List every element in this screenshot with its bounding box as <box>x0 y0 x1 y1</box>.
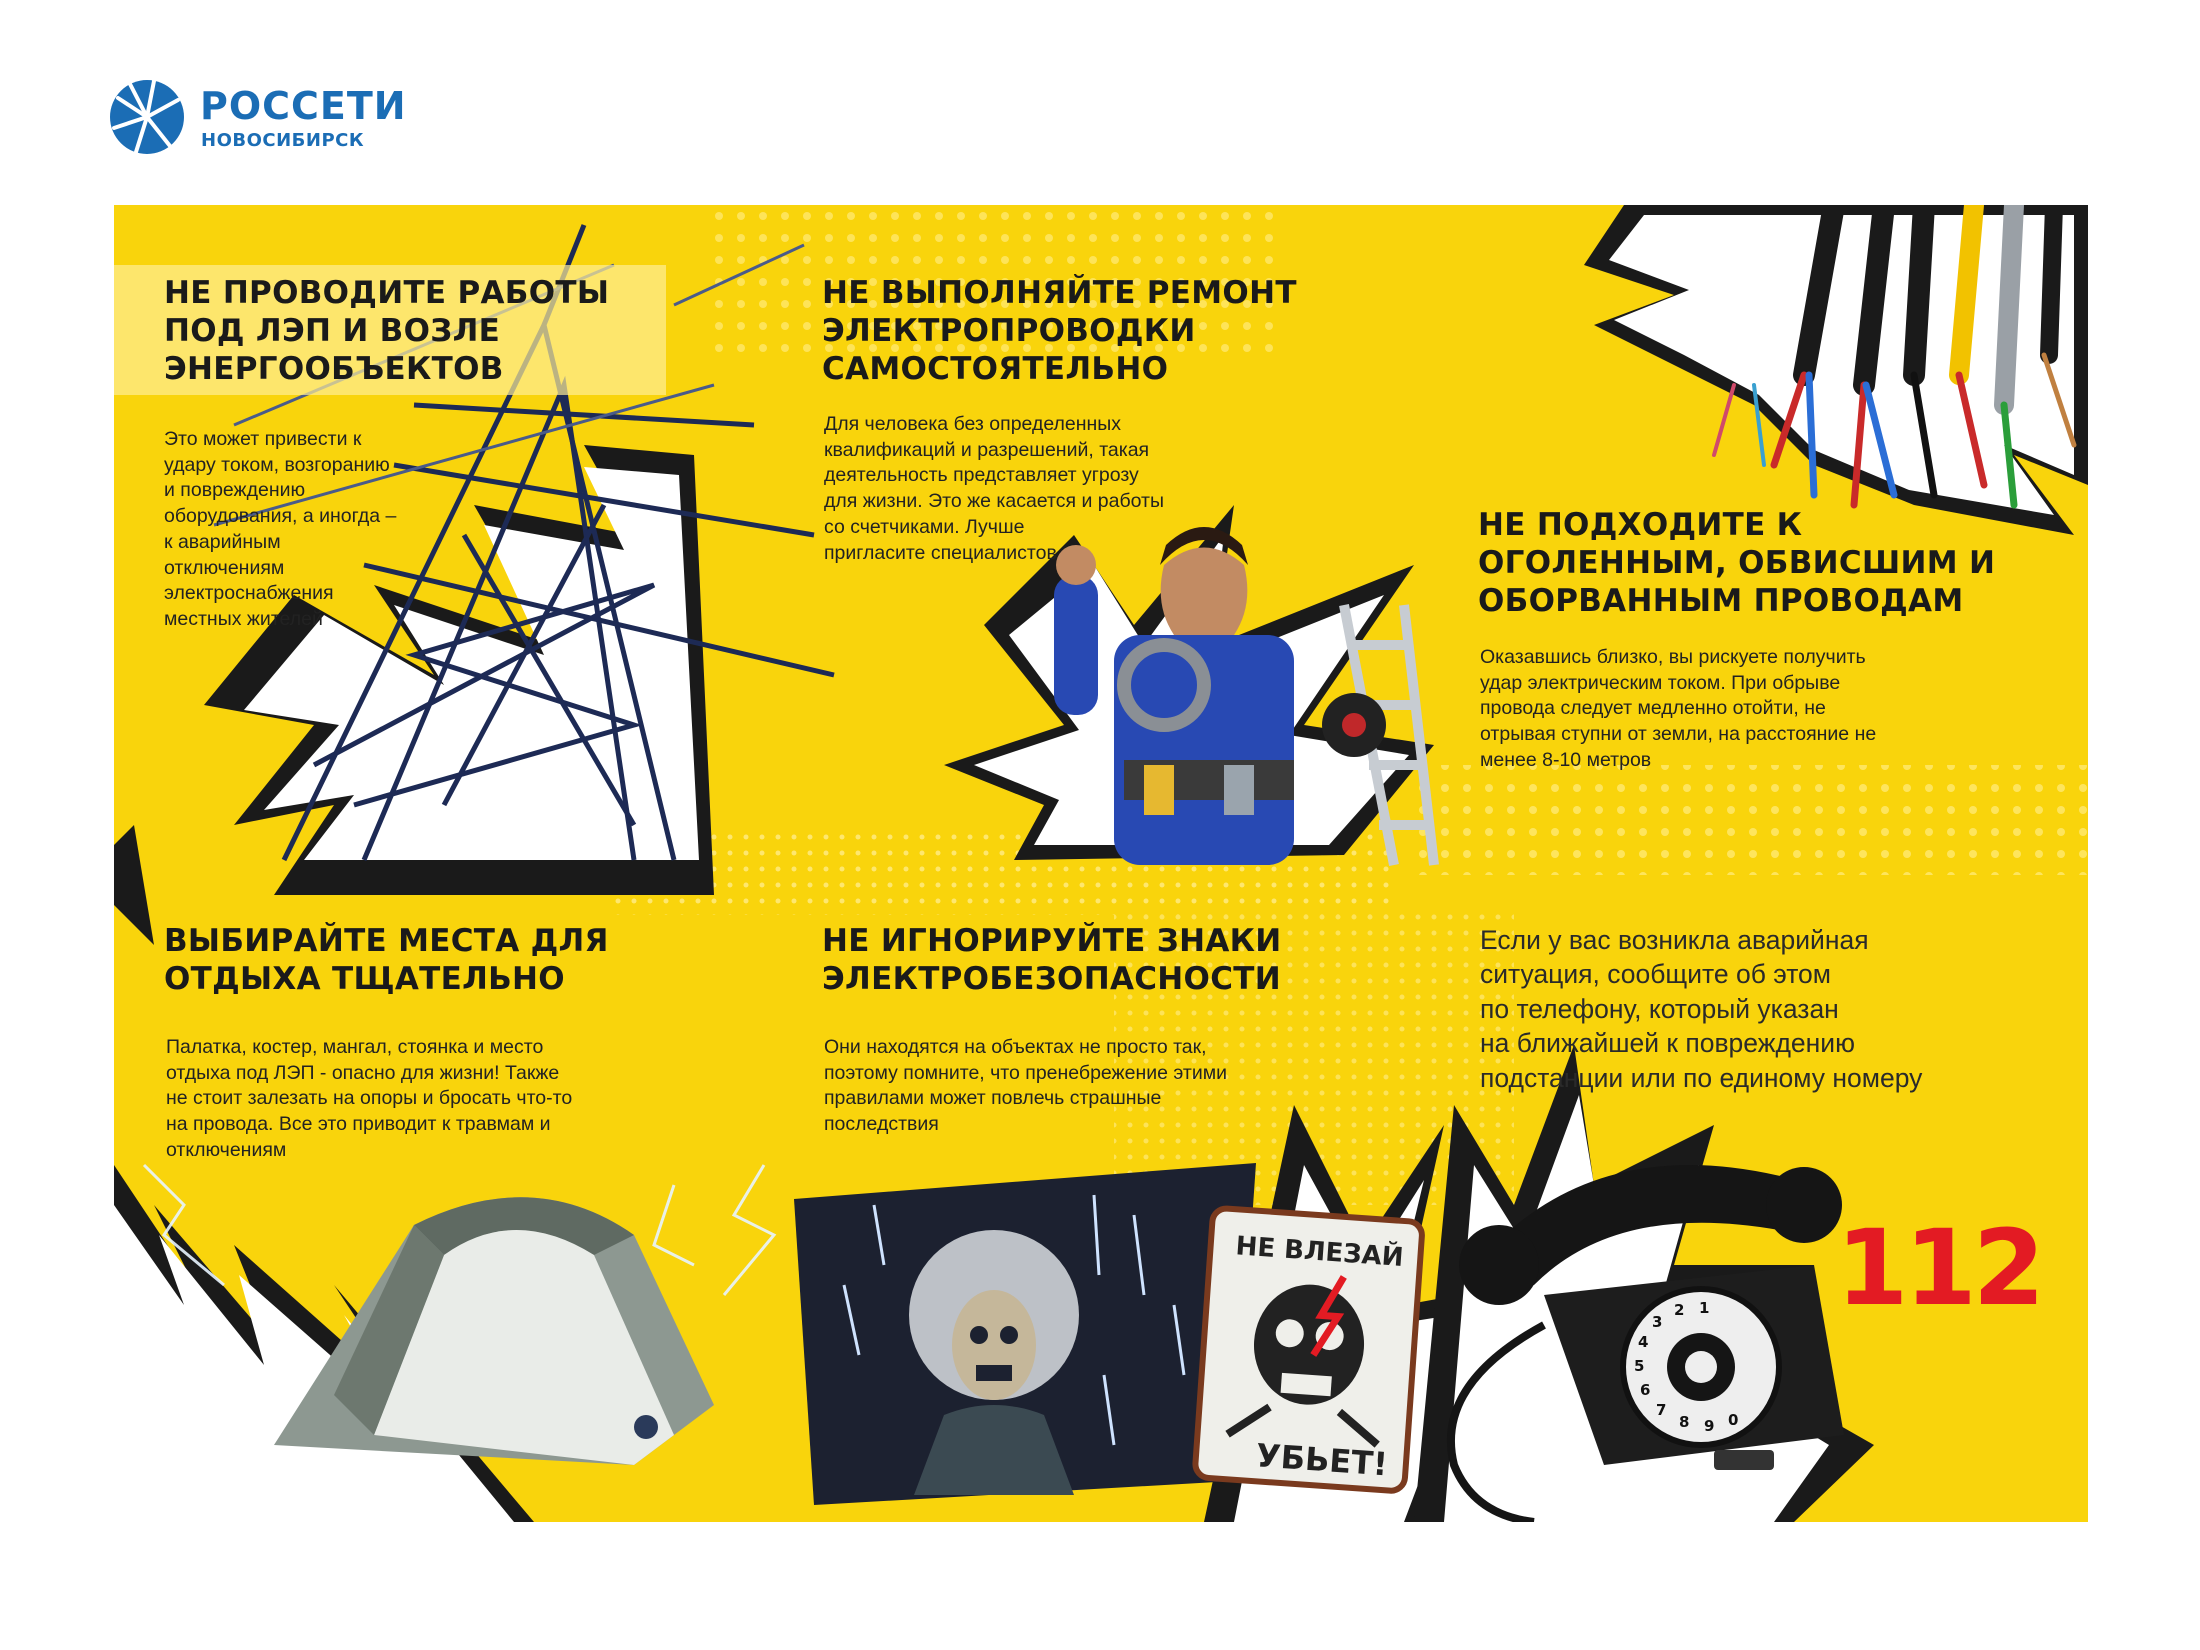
poster-artwork <box>114 205 2088 1522</box>
section-2-text: Для человека без определенных квалификаций и разрешений, такая деятельность представляет угрозу для жизни. Это же касается и работы со счетчиками. Лучше пригласите специалистов <box>824 413 1164 564</box>
emergency-text: Если у вас возникла аварийная ситуация, сообщите об этом по телефону, который указан на ближайшей к повреждению подстанции или по единому номеру <box>1480 925 1923 1093</box>
svg-text:3: 3 <box>1652 1313 1663 1331</box>
svg-text:8: 8 <box>1679 1413 1690 1431</box>
section-1-title: НЕ ПРОВОДИТЕ РАБОТЫ ПОД ЛЭП И ВОЗЛЕ ЭНЕРГООБЪЕКТОВ <box>164 275 610 387</box>
emergency-number: 112 <box>1836 1207 2042 1329</box>
svg-text:2: 2 <box>1674 1301 1685 1319</box>
section-2-title: НЕ ВЫПОЛНЯЙТЕ РЕМОНТ ЭЛЕКТРОПРОВОДКИ САМОСТОЯТЕЛЬНО <box>822 275 1297 387</box>
tent <box>274 1197 714 1465</box>
svg-text:0: 0 <box>1728 1411 1739 1429</box>
svg-text:4: 4 <box>1638 1333 1649 1351</box>
section-3-text: Оказавшись близко, вы рискуете получить удар электрическим током. При обрыве провода следует медленно отойти, не отрывая ступни от земли, на расстояние не менее 8-10 метров <box>1480 646 1877 771</box>
electrocution-photo <box>794 1163 1256 1505</box>
svg-text:5: 5 <box>1634 1357 1645 1375</box>
rosseti-globe-icon <box>108 78 186 156</box>
section-5-text: Они находятся на объектах не просто так, поэтому помните, что пренебрежение этими правилами может повлечь страшные последствия <box>824 1036 1228 1136</box>
section-3-title: НЕ ПОДХОДИТЕ К ОГОЛЕННЫМ, ОБВИСШИМ И ОБОРВАННЫМ ПРОВОДАМ <box>1478 507 1996 619</box>
company-logo <box>108 78 407 158</box>
svg-text:9: 9 <box>1704 1417 1715 1435</box>
svg-text:1: 1 <box>1699 1299 1710 1317</box>
safety-poster <box>114 205 2088 1522</box>
sign-bottom-text: УБЬЕТ! <box>1254 1436 1389 1484</box>
section-1-text: Это может привести к удару током, возгоранию и повреждению оборудования, а иногда – к аварийным отключениям электроснабжения местных жителей <box>164 428 397 631</box>
section-4-title: ВЫБИРАЙТЕ МЕСТА ДЛЯ ОТДЫХА ТЩАТЕЛЬНО <box>164 923 609 997</box>
logo-brand: РОССЕТИ <box>200 84 407 128</box>
svg-text:6: 6 <box>1640 1381 1651 1399</box>
section-5-title: НЕ ИГНОРИРУЙТЕ ЗНАКИ ЭЛЕКТРОБЕЗОПАСНОСТИ <box>822 923 1282 997</box>
section-4-text: Палатка, костер, мангал, стоянка и место отдыха под ЛЭП - опасно для жизни! Также не стоит залезать на опоры и бросать что-то на провода. Все это приводит к травмам и отключениям <box>166 1036 573 1161</box>
sign-top-text: НЕ ВЛЕЗАЙ <box>1234 1231 1405 1273</box>
logo-city: НОВОСИБИРСК <box>201 130 365 151</box>
svg-text:7: 7 <box>1656 1401 1667 1419</box>
